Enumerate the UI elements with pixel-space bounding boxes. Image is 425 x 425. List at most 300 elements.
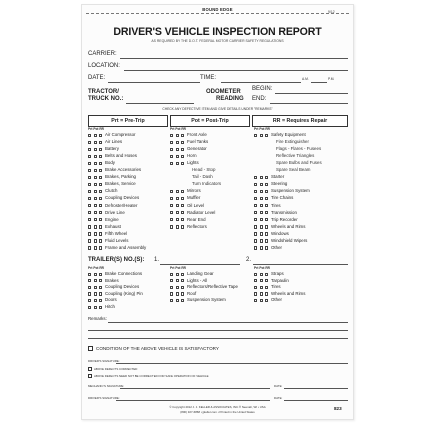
- pre-trip-checkbox[interactable]: [254, 286, 257, 289]
- requires-repair-checkbox[interactable]: [99, 286, 102, 289]
- remarks-label: Remarks:: [88, 316, 107, 321]
- checklist-item-label: Coupling (King) Pin: [105, 290, 143, 296]
- post-trip-checkbox[interactable]: [260, 176, 263, 179]
- driver-signature-label-1: DRIVER'S SIGNATURE:: [88, 359, 120, 363]
- pre-trip-checkbox[interactable]: [254, 183, 257, 186]
- pre-trip-checkbox[interactable]: [170, 286, 173, 289]
- pre-trip-checkbox[interactable]: [254, 176, 257, 179]
- inspection-report-form: [81, 4, 354, 420]
- post-trip-checkbox[interactable]: [94, 292, 97, 295]
- column-codes-2: Prt Pot RR: [170, 127, 186, 131]
- post-trip-checkbox[interactable]: [94, 279, 97, 282]
- requires-repair-checkbox[interactable]: [99, 246, 102, 249]
- checklist-row: [254, 153, 336, 160]
- checklist-row: [88, 146, 170, 153]
- pre-trip-checkbox[interactable]: [170, 155, 173, 158]
- pre-trip-checkbox[interactable]: [170, 299, 173, 302]
- requires-repair-checkbox[interactable]: [265, 183, 268, 186]
- pre-trip-checkbox[interactable]: [170, 211, 173, 214]
- pre-trip-checkbox[interactable]: [254, 211, 257, 214]
- remarks-line-1[interactable]: [108, 322, 348, 323]
- requires-repair-checkbox[interactable]: [265, 211, 268, 214]
- pre-trip-checkbox[interactable]: [254, 218, 257, 221]
- checklist-row: [88, 304, 170, 311]
- requires-repair-checkbox[interactable]: [99, 148, 102, 151]
- post-trip-checkbox[interactable]: [176, 218, 179, 221]
- form-number: 823: [334, 406, 342, 411]
- requires-repair-checkbox[interactable]: [99, 190, 102, 193]
- requires-repair-checkbox[interactable]: [99, 273, 102, 276]
- time-label: TIME:: [200, 75, 216, 81]
- legend-requires-repair: RR = Requires Repair: [252, 115, 348, 127]
- post-trip-checkbox[interactable]: [260, 211, 263, 214]
- pre-trip-checkbox[interactable]: [170, 134, 173, 137]
- requires-repair-checkbox[interactable]: [265, 190, 268, 193]
- post-trip-checkbox[interactable]: [260, 190, 263, 193]
- pre-trip-checkbox[interactable]: [88, 162, 91, 165]
- checklist-item-label: Tail - Dash: [192, 174, 213, 180]
- requires-repair-checkbox[interactable]: [265, 299, 268, 302]
- legend-post-trip: Pot = Post-Trip: [170, 115, 250, 127]
- post-trip-checkbox[interactable]: [260, 197, 263, 200]
- post-trip-checkbox[interactable]: [176, 197, 179, 200]
- requires-repair-checkbox[interactable]: [99, 204, 102, 207]
- requires-repair-checkbox[interactable]: [265, 176, 268, 179]
- checklist-item-label: Rear End: [187, 216, 206, 222]
- post-trip-checkbox[interactable]: [94, 176, 97, 179]
- pre-trip-checkbox[interactable]: [170, 218, 173, 221]
- post-trip-checkbox[interactable]: [176, 273, 179, 276]
- post-trip-checkbox[interactable]: [260, 183, 263, 186]
- requires-repair-checkbox[interactable]: [265, 204, 268, 207]
- truck-number-field[interactable]: [126, 103, 194, 104]
- pre-trip-checkbox[interactable]: [170, 279, 173, 282]
- odometer-begin-field[interactable]: [275, 93, 348, 94]
- pre-trip-checkbox[interactable]: [88, 176, 91, 179]
- checklist-item-label: Tarpaulin: [271, 277, 289, 283]
- checklist-row: [88, 217, 170, 224]
- post-trip-checkbox[interactable]: [94, 211, 97, 214]
- post-trip-checkbox[interactable]: [94, 306, 97, 309]
- checklist-row: [254, 174, 336, 181]
- pre-trip-checkbox[interactable]: [254, 246, 257, 249]
- checklist-row: [170, 167, 252, 174]
- pre-trip-checkbox[interactable]: [88, 155, 91, 158]
- post-trip-checkbox[interactable]: [260, 204, 263, 207]
- pre-trip-checkbox[interactable]: [88, 183, 91, 186]
- checklist-row: [254, 297, 336, 304]
- post-trip-checkbox[interactable]: [176, 155, 179, 158]
- pre-trip-checkbox[interactable]: [88, 190, 91, 193]
- checklist-item-label: Tire Chains: [271, 195, 294, 201]
- post-trip-checkbox[interactable]: [94, 169, 97, 172]
- form-revision: 9/12: [328, 10, 335, 14]
- checklist-row: [254, 167, 336, 174]
- checklist-item-label: Windows: [271, 230, 289, 236]
- post-trip-checkbox[interactable]: [94, 134, 97, 137]
- pre-trip-checkbox[interactable]: [88, 141, 91, 144]
- pre-trip-checkbox[interactable]: [88, 225, 91, 228]
- requires-repair-checkbox[interactable]: [99, 279, 102, 282]
- checklist-row: [88, 231, 170, 238]
- requires-repair-checkbox[interactable]: [181, 148, 184, 151]
- checklist-item-label: Reflectors/Reflective Tape: [187, 284, 238, 290]
- carrier-field[interactable]: [120, 58, 348, 59]
- checklist-row: [170, 210, 252, 217]
- checklist-row: [88, 181, 170, 188]
- pre-trip-checkbox[interactable]: [254, 225, 257, 228]
- requires-repair-checkbox[interactable]: [265, 232, 268, 235]
- post-trip-checkbox[interactable]: [260, 279, 263, 282]
- checklist-row: [88, 153, 170, 160]
- checklist-row: [88, 195, 170, 202]
- pre-trip-checkbox[interactable]: [88, 279, 91, 282]
- requires-repair-checkbox[interactable]: [181, 162, 184, 165]
- checklist-item-label: Windshield Wipers: [271, 237, 308, 243]
- requires-repair-checkbox[interactable]: [99, 299, 102, 302]
- post-trip-checkbox[interactable]: [94, 225, 97, 228]
- post-trip-checkbox[interactable]: [176, 162, 179, 165]
- requires-repair-checkbox[interactable]: [265, 279, 268, 282]
- checklist-item-label: Fuel Tanks: [187, 139, 209, 145]
- post-trip-checkbox[interactable]: [176, 148, 179, 151]
- pre-trip-checkbox[interactable]: [88, 239, 91, 242]
- requires-repair-checkbox[interactable]: [99, 225, 102, 228]
- requires-repair-checkbox[interactable]: [181, 204, 184, 207]
- requires-repair-checkbox[interactable]: [265, 292, 268, 295]
- checklist-row: [254, 181, 336, 188]
- condition-satisfactory-checkbox[interactable]: [88, 346, 93, 351]
- checklist-item-label: Belts and Hoses: [105, 153, 137, 159]
- checklist-item-label: Doors: [105, 297, 117, 303]
- checklist-row: [254, 132, 336, 139]
- checklist-item-label: Brakes, Service: [105, 181, 136, 187]
- pre-trip-checkbox[interactable]: [170, 273, 173, 276]
- requires-repair-checkbox[interactable]: [181, 299, 184, 302]
- mechanic-signature-label: MECHANIC'S SIGNATURE:: [88, 384, 125, 388]
- pre-trip-checkbox[interactable]: [88, 286, 91, 289]
- checklist-item-label: Wheels and Rims: [271, 223, 306, 229]
- checklist-item-label: Suspension System: [187, 297, 226, 303]
- pre-trip-checkbox[interactable]: [88, 197, 91, 200]
- requires-repair-checkbox[interactable]: [99, 155, 102, 158]
- trailer-column-codes-3: Prt Pot RR: [254, 266, 270, 270]
- pre-trip-checkbox[interactable]: [88, 273, 91, 276]
- post-trip-checkbox[interactable]: [94, 273, 97, 276]
- location-field[interactable]: [124, 70, 348, 71]
- requires-repair-checkbox[interactable]: [99, 239, 102, 242]
- pre-trip-checkbox[interactable]: [88, 169, 91, 172]
- pre-trip-checkbox[interactable]: [170, 190, 173, 193]
- checklist-row: [88, 132, 170, 139]
- checklist-row: [170, 224, 252, 231]
- checklist-item-label: Air Compressor: [105, 132, 136, 137]
- pre-trip-checkbox[interactable]: [88, 148, 91, 151]
- pre-trip-checkbox[interactable]: [254, 190, 257, 193]
- checklist-row: [170, 139, 252, 146]
- checklist-row: [170, 132, 252, 139]
- post-trip-checkbox[interactable]: [176, 292, 179, 295]
- requires-repair-checkbox[interactable]: [265, 134, 268, 137]
- checklist-item-label: Fifth Wheel: [105, 230, 128, 236]
- checklist-item-label: Mirrors: [187, 188, 201, 194]
- checklist-row: [88, 160, 170, 167]
- checklist-item-label: Other: [271, 244, 282, 250]
- odometer-end-field[interactable]: [270, 103, 348, 104]
- pre-trip-checkbox[interactable]: [254, 279, 257, 282]
- requires-repair-checkbox[interactable]: [181, 286, 184, 289]
- requires-repair-checkbox[interactable]: [181, 273, 184, 276]
- checklist-item-label: Coupling Devices: [105, 195, 140, 201]
- checklist-row: [170, 181, 252, 188]
- post-trip-checkbox[interactable]: [176, 279, 179, 282]
- post-trip-checkbox[interactable]: [94, 246, 97, 249]
- checklist-row: [88, 238, 170, 245]
- bound-edge-label: BOUND EDGE: [202, 7, 233, 12]
- pre-trip-checkbox[interactable]: [170, 204, 173, 207]
- checklist-item-label: Fire Extinguisher: [276, 139, 309, 145]
- post-trip-checkbox[interactable]: [176, 225, 179, 228]
- requires-repair-checkbox[interactable]: [181, 279, 184, 282]
- checklist-row: [254, 210, 336, 217]
- requires-repair-checkbox[interactable]: [181, 218, 184, 221]
- checklist-row: [254, 160, 336, 167]
- checklist-row: [88, 174, 170, 181]
- pre-trip-checkbox[interactable]: [88, 246, 91, 249]
- checklist-item-label: Generator: [187, 146, 207, 152]
- pre-trip-checkbox[interactable]: [88, 211, 91, 214]
- post-trip-checkbox[interactable]: [94, 197, 97, 200]
- pre-trip-checkbox[interactable]: [88, 218, 91, 221]
- pre-trip-checkbox[interactable]: [254, 239, 257, 242]
- checklist-item-label: Brake Connections: [105, 271, 143, 276]
- post-trip-checkbox[interactable]: [260, 218, 263, 221]
- checklist-item-label: Reflectors: [187, 223, 207, 229]
- checklist-item-label: Coupling Devices: [105, 284, 140, 290]
- contact-line: (800) 327-6868 • jjkeller.com • Printed in the United States: [180, 409, 255, 414]
- post-trip-checkbox[interactable]: [176, 299, 179, 302]
- post-trip-checkbox[interactable]: [94, 204, 97, 207]
- requires-repair-checkbox[interactable]: [265, 286, 268, 289]
- requires-repair-checkbox[interactable]: [99, 292, 102, 295]
- requires-repair-checkbox[interactable]: [181, 134, 184, 137]
- post-trip-checkbox[interactable]: [94, 190, 97, 193]
- mechanic-date-line[interactable]: [284, 388, 348, 389]
- checklist-item-label: Starter: [271, 174, 285, 180]
- post-trip-checkbox[interactable]: [176, 204, 179, 207]
- checklist-item-label: Drive Line: [105, 209, 125, 215]
- post-trip-checkbox[interactable]: [260, 273, 263, 276]
- checklist-row: [254, 203, 336, 210]
- requires-repair-checkbox[interactable]: [99, 141, 102, 144]
- checklist-item-label: Lights: [187, 160, 199, 166]
- checklist-item-label: Hitch: [105, 304, 116, 309]
- bound-edge-line: [86, 13, 349, 14]
- pre-trip-checkbox[interactable]: [254, 197, 257, 200]
- pre-trip-checkbox[interactable]: [254, 134, 257, 137]
- trailer-number-1-field[interactable]: [160, 264, 240, 265]
- checklist-row: [170, 195, 252, 202]
- checklist-item-label: Head - Stop: [192, 167, 216, 173]
- driver-signature-label-2: DRIVER'S SIGNATURE:: [88, 396, 120, 400]
- requires-repair-checkbox[interactable]: [181, 141, 184, 144]
- checklist-item-label: Clutch: [105, 188, 118, 194]
- post-trip-checkbox[interactable]: [260, 225, 263, 228]
- pre-trip-checkbox[interactable]: [88, 134, 91, 137]
- pre-trip-checkbox[interactable]: [88, 204, 91, 207]
- pre-trip-checkbox[interactable]: [88, 299, 91, 302]
- requires-repair-checkbox[interactable]: [265, 218, 268, 221]
- am-label: A.M.: [302, 77, 309, 81]
- odometer-label: ODOMETER: [206, 89, 241, 95]
- requires-repair-checkbox[interactable]: [181, 225, 184, 228]
- checklist-item-label: Landing Gear: [187, 271, 214, 276]
- post-trip-checkbox[interactable]: [94, 218, 97, 221]
- post-trip-checkbox[interactable]: [94, 141, 97, 144]
- checklist-row: [170, 297, 252, 304]
- column-codes-3: Prt Pot RR: [254, 127, 270, 131]
- checklist-row: [88, 245, 170, 252]
- post-trip-checkbox[interactable]: [176, 141, 179, 144]
- defects-corrected-label: ABOVE DEFECTS CORRECTED: [94, 367, 138, 371]
- checklist-item-label: Roof: [187, 290, 197, 296]
- checklist-item-label: Trip Recorder: [271, 216, 298, 222]
- requires-repair-checkbox[interactable]: [99, 306, 102, 309]
- post-trip-checkbox[interactable]: [176, 190, 179, 193]
- requires-repair-checkbox[interactable]: [181, 292, 184, 295]
- requires-repair-checkbox[interactable]: [181, 211, 184, 214]
- requires-repair-checkbox[interactable]: [99, 232, 102, 235]
- driver-date-line[interactable]: [284, 400, 348, 401]
- checklist-item-label: Body: [105, 160, 116, 166]
- post-trip-checkbox[interactable]: [260, 134, 263, 137]
- post-trip-checkbox[interactable]: [260, 299, 263, 302]
- requires-repair-checkbox[interactable]: [265, 197, 268, 200]
- requires-repair-checkbox[interactable]: [99, 218, 102, 221]
- post-trip-checkbox[interactable]: [260, 232, 263, 235]
- pre-trip-checkbox[interactable]: [170, 141, 173, 144]
- pre-trip-checkbox[interactable]: [88, 292, 91, 295]
- checklist-item-label: Frame and Assembly: [105, 244, 147, 250]
- defects-not-corrected-checkbox[interactable]: [88, 374, 92, 378]
- tractor-label: TRACTOR/: [88, 89, 119, 95]
- checklist-row: [170, 217, 252, 224]
- trailer-column-codes-1: Prt Pot RR: [88, 266, 104, 270]
- post-trip-checkbox[interactable]: [94, 232, 97, 235]
- pm-label: P.M.: [328, 77, 335, 81]
- checklist-item-label: Battery: [105, 146, 119, 152]
- post-trip-checkbox[interactable]: [176, 134, 179, 137]
- date-field[interactable]: [108, 82, 200, 83]
- defects-corrected-checkbox[interactable]: [88, 367, 92, 371]
- requires-repair-checkbox[interactable]: [265, 273, 268, 276]
- checklist-row: [170, 188, 252, 195]
- mechanic-signature-line[interactable]: [120, 388, 270, 389]
- pre-trip-checkbox[interactable]: [254, 299, 257, 302]
- checklist-item-label: Transmission: [271, 209, 297, 215]
- pre-trip-checkbox[interactable]: [170, 197, 173, 200]
- checklist-item-label: Engine: [105, 216, 119, 222]
- pre-trip-checkbox[interactable]: [170, 162, 173, 165]
- post-trip-checkbox[interactable]: [94, 155, 97, 158]
- post-trip-checkbox[interactable]: [94, 148, 97, 151]
- pre-trip-checkbox[interactable]: [254, 273, 257, 276]
- post-trip-checkbox[interactable]: [260, 239, 263, 242]
- post-trip-checkbox[interactable]: [94, 162, 97, 165]
- checklist-item-label: Brakes: [105, 277, 119, 283]
- checklist-row: [170, 174, 252, 181]
- driver-signature-line-2[interactable]: [116, 400, 270, 401]
- pre-trip-checkbox[interactable]: [88, 232, 91, 235]
- checklist-item-label: Air Lines: [105, 139, 123, 145]
- pre-trip-checkbox[interactable]: [254, 292, 257, 295]
- requires-repair-checkbox[interactable]: [99, 183, 102, 186]
- checklist-item-label: Tires: [271, 284, 281, 290]
- requires-repair-checkbox[interactable]: [265, 239, 268, 242]
- time-field[interactable]: [221, 82, 301, 83]
- requires-repair-checkbox[interactable]: [99, 134, 102, 137]
- trailer-number-2-field[interactable]: [253, 264, 348, 265]
- requires-repair-checkbox[interactable]: [99, 197, 102, 200]
- remarks-line-3[interactable]: [88, 338, 348, 339]
- pre-trip-checkbox[interactable]: [254, 232, 257, 235]
- checklist-row: [254, 245, 336, 252]
- checklist-item-label: Brakes, Parking: [105, 174, 136, 180]
- checklist-item-label: Straps: [271, 271, 284, 276]
- post-trip-checkbox[interactable]: [260, 286, 263, 289]
- post-trip-checkbox[interactable]: [260, 246, 263, 249]
- pre-trip-checkbox[interactable]: [254, 204, 257, 207]
- driver-date-label: DATE:: [274, 396, 283, 400]
- checklist-row: [254, 217, 336, 224]
- requires-repair-checkbox[interactable]: [181, 155, 184, 158]
- post-trip-checkbox[interactable]: [94, 299, 97, 302]
- pre-trip-checkbox[interactable]: [170, 148, 173, 151]
- checklist-row: [170, 153, 252, 160]
- requires-repair-checkbox[interactable]: [99, 211, 102, 214]
- post-trip-checkbox[interactable]: [176, 286, 179, 289]
- post-trip-checkbox[interactable]: [260, 292, 263, 295]
- pre-trip-checkbox[interactable]: [88, 306, 91, 309]
- requires-repair-checkbox[interactable]: [181, 197, 184, 200]
- defects-not-corrected-label: ABOVE DEFECTS NEED NOT BE CORRECTED FOR SAFE OPERATION OF VEHICLE: [94, 374, 209, 378]
- checklist-item-label: Front Axle: [187, 132, 207, 137]
- pre-trip-checkbox[interactable]: [170, 292, 173, 295]
- driver-signature-line-1[interactable]: [116, 363, 348, 364]
- checklist-row: [254, 188, 336, 195]
- requires-repair-checkbox[interactable]: [181, 190, 184, 193]
- post-trip-checkbox[interactable]: [94, 286, 97, 289]
- requires-repair-checkbox[interactable]: [265, 225, 268, 228]
- post-trip-checkbox[interactable]: [94, 183, 97, 186]
- reading-label: READING: [216, 96, 244, 102]
- checklist-item-label: Safety Equipment: [271, 132, 306, 137]
- checklist-row: [254, 195, 336, 202]
- post-trip-checkbox[interactable]: [176, 211, 179, 214]
- am-field[interactable]: [311, 82, 327, 83]
- column-codes-1: Prt Pot RR: [88, 127, 104, 131]
- remarks-line-2[interactable]: [88, 330, 348, 331]
- requires-repair-checkbox[interactable]: [99, 162, 102, 165]
- checklist-row: [170, 160, 252, 167]
- requires-repair-checkbox[interactable]: [99, 169, 102, 172]
- post-trip-checkbox[interactable]: [94, 239, 97, 242]
- pre-trip-checkbox[interactable]: [170, 225, 173, 228]
- checklist-row: [254, 238, 336, 245]
- trailer-column-codes-2: Prt Pot RR: [170, 266, 186, 270]
- requires-repair-checkbox[interactable]: [99, 176, 102, 179]
- requires-repair-checkbox[interactable]: [265, 246, 268, 249]
